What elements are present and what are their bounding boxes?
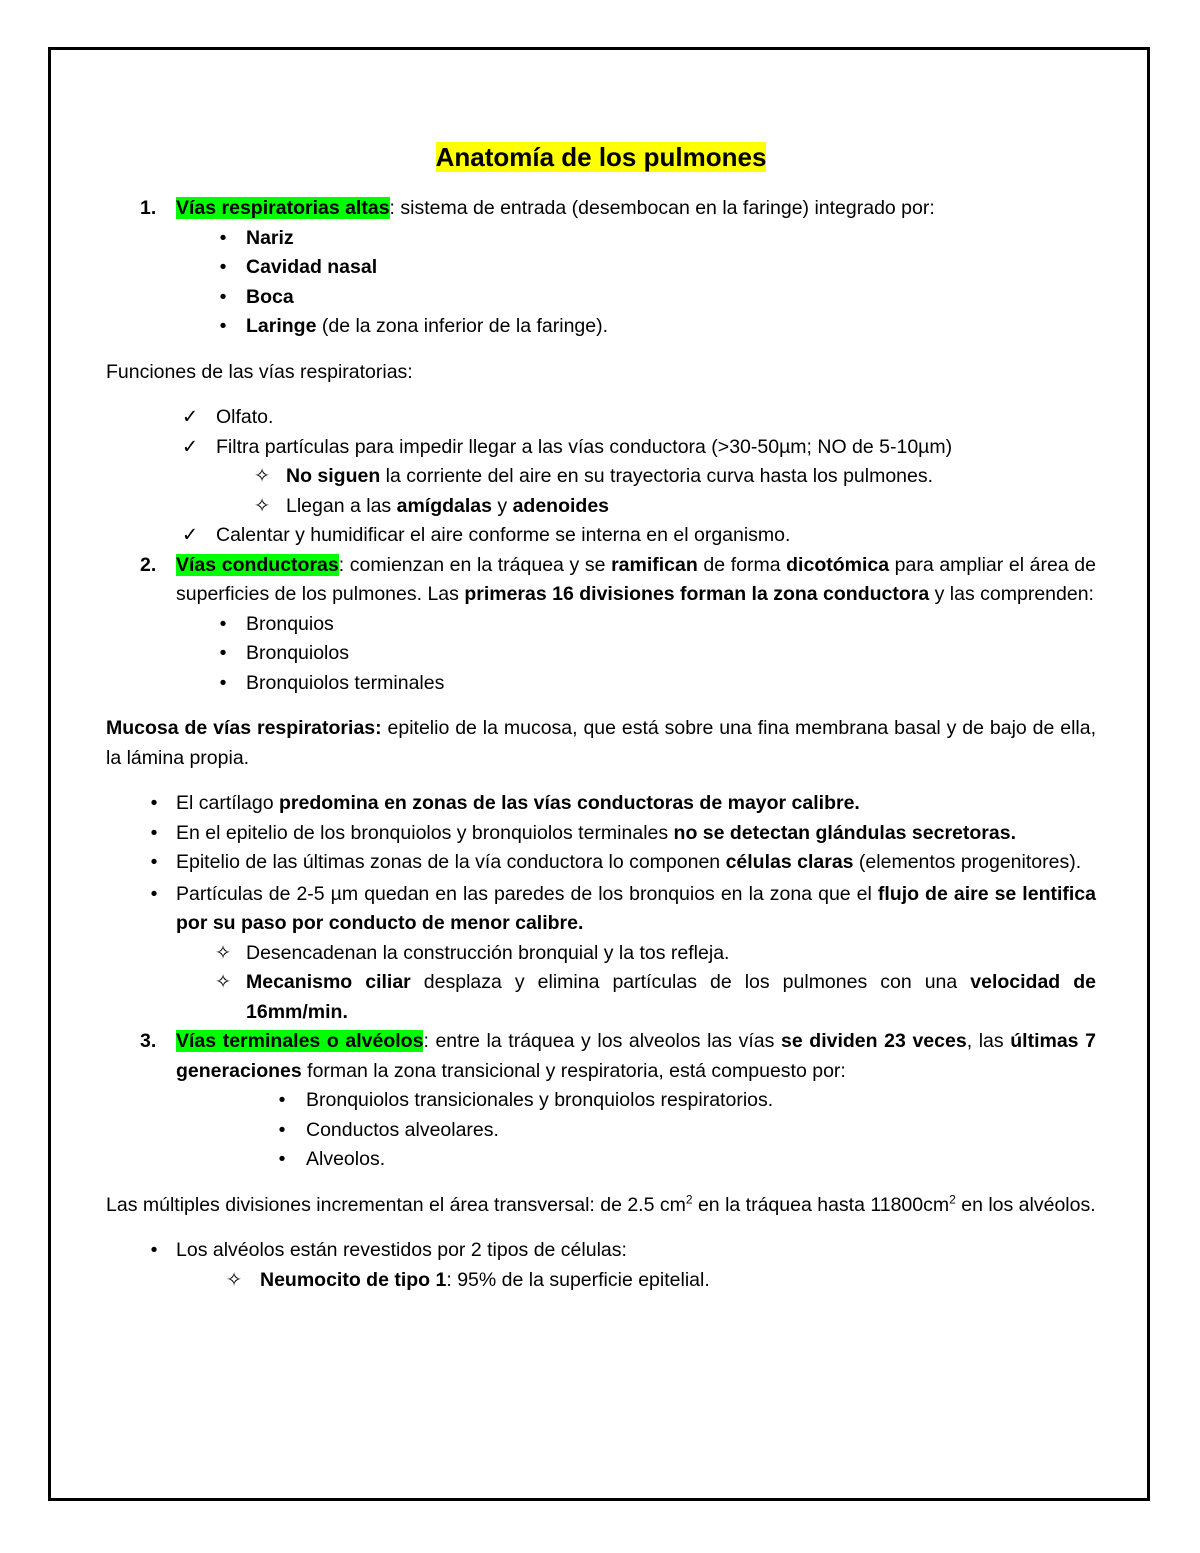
diamond-item-bold: adenoides <box>512 494 610 517</box>
mucosa-text: epitelio de la mucosa, que está sobre una fina membrana basal y de bajo de ella, la lámina propia. <box>106 717 1096 769</box>
check-item-text: Calentar y humidificar el aire conforme se interna en el organismo. <box>216 524 791 546</box>
section-3-text: forman la zona transicional y respiratoria, está compuesto por: <box>301 1059 846 1082</box>
bullet-icon: • <box>150 851 158 873</box>
section-2-text: y las comprenden: <box>929 583 1094 605</box>
section-3-bold: últimas 7 generaciones <box>176 1030 1096 1082</box>
list-item <box>106 1236 1096 1266</box>
page-title <box>106 140 1096 174</box>
title-text: Anatomía de los pulmones <box>435 142 767 172</box>
list-item-text: Bronquiolos <box>246 642 349 664</box>
bullet-icon: • <box>278 1148 286 1170</box>
list-item <box>106 224 1096 254</box>
document-body <box>106 140 1096 1295</box>
section-2-heading: Vías conductoras <box>176 553 339 576</box>
funciones-heading: Funciones de las vías respiratorias: <box>106 360 413 383</box>
section-1 <box>106 194 1096 224</box>
bullet-icon: • <box>278 1089 286 1111</box>
list-item-bold: Laringe <box>246 315 317 337</box>
list-item-bold: flujo de aire se lentifica por su paso por conducto de menor calibre. <box>176 882 1096 934</box>
list-item <box>106 283 1096 313</box>
superscript: 2 <box>949 1192 956 1206</box>
bullet-icon: • <box>150 821 158 844</box>
list-item-bold: no se detectan glándulas secretoras. <box>673 821 1017 844</box>
section-1-heading: Vías respiratorias altas <box>176 197 390 219</box>
list-item-text: Alveolos. <box>306 1148 386 1170</box>
list-item-text: Bronquiolos terminales <box>246 671 445 694</box>
diamond-item-text: y <box>491 494 513 517</box>
diamond-item <box>106 1266 1096 1296</box>
section-2-bold: ramifican <box>611 553 698 576</box>
bullet-icon: • <box>150 792 158 814</box>
diamond-icon: ✧ <box>225 1268 243 1291</box>
diamond-item-text: Desencadenan la construcción bronquial y la tos refleja. <box>246 941 730 964</box>
bullet-icon: • <box>219 612 227 635</box>
diamond-item-bold: Neumocito de tipo 1 <box>260 1268 447 1291</box>
check-item <box>106 403 1096 433</box>
diamond-item <box>106 492 1096 522</box>
list-item-text: (elementos progenitores). <box>853 851 1082 873</box>
diamond-item <box>106 939 1096 969</box>
section-3-heading: Vías terminales o alvéolos <box>176 1030 424 1052</box>
list-item-text: (de la zona inferior de la faringe). <box>316 315 609 337</box>
superscript: 2 <box>685 1192 693 1206</box>
list-item <box>106 848 1096 878</box>
list-item <box>106 789 1096 819</box>
diamond-item-text: : 95% de la superficie epitelial. <box>446 1268 710 1291</box>
list-item-bold: predomina en zonas de las vías conductoras de mayor calibre. <box>278 792 860 814</box>
section-2-bold: dicotómica <box>786 553 890 576</box>
area-text: en la tráquea hasta 11800cm <box>692 1193 950 1216</box>
list-item <box>106 669 1096 699</box>
bullet-icon: • <box>219 256 227 278</box>
list-item <box>106 819 1096 849</box>
list-item-text: El cartílago <box>176 792 279 814</box>
list-item-text: Bronquiolos transicionales y bronquiolos respiratorios. <box>306 1089 774 1111</box>
diamond-item-bold: amígdalas <box>396 494 492 517</box>
diamond-icon: ✧ <box>214 971 232 993</box>
bullet-icon: • <box>219 226 227 249</box>
list-item-bold: células claras <box>725 851 854 873</box>
bullet-icon: • <box>219 285 227 308</box>
diamond-item-bold: No siguen <box>286 465 381 487</box>
diamond-icon: ✧ <box>253 465 271 487</box>
section-2-text: para ampliar el área de superficies de los pulmones. Las <box>176 553 1096 605</box>
list-item <box>106 253 1096 283</box>
bullet-icon: • <box>278 1118 286 1141</box>
section-1-number: 1. <box>140 197 157 219</box>
check-item-text: Filtra partículas para impedir llegar a las vías conductora (>30-50µm; NO de 5-10µm) <box>216 435 953 458</box>
list-item <box>106 610 1096 640</box>
diamond-item <box>106 968 1096 1027</box>
diamond-item-text: desplaza y elimina partículas de los pulmones con una <box>410 971 971 993</box>
mucosa-paragraph <box>106 714 1096 773</box>
mucosa-bold: Mucosa de vías respiratorias: <box>106 717 382 739</box>
checkmark-icon: ✓ <box>181 406 199 428</box>
area-text: en los alvéolos. <box>955 1193 1096 1216</box>
list-item-text: Epitelio de las últimas zonas de la vía conductora lo componen <box>176 851 726 873</box>
list-item <box>106 639 1096 669</box>
list-item-bold: Nariz <box>246 226 294 249</box>
diamond-icon: ✧ <box>214 941 232 964</box>
bullet-icon: • <box>219 642 227 664</box>
section-3 <box>106 1027 1096 1086</box>
section-3-text: , las <box>966 1030 1011 1052</box>
list-item-text: Bronquios <box>246 612 334 635</box>
check-item <box>106 433 1096 463</box>
bullet-icon: • <box>219 671 227 694</box>
check-item-text: Olfato. <box>216 406 274 428</box>
check-item <box>106 521 1096 551</box>
diamond-item-text: Llegan a las <box>286 494 397 517</box>
diamond-icon: ✧ <box>253 494 271 517</box>
area-paragraph <box>106 1191 1096 1221</box>
bullet-icon: • <box>150 1239 158 1261</box>
list-item <box>106 312 1096 342</box>
area-text: Las múltiples divisiones incrementan el área transversal: de 2.5 cm <box>106 1193 686 1216</box>
diamond-item <box>106 462 1096 492</box>
list-item <box>106 1116 1096 1146</box>
list-item <box>106 1086 1096 1116</box>
list-item-text: Conductos alveolares. <box>306 1118 499 1141</box>
checkmark-icon: ✓ <box>181 524 199 546</box>
section-2-bold: primeras 16 divisiones forman la zona conductora <box>464 583 930 605</box>
checkmark-icon: ✓ <box>181 435 199 458</box>
section-1-text: : sistema de entrada (desembocan en la faringe) integrado por: <box>389 197 935 219</box>
section-3-text: : entre la tráquea y los alveolos las vías <box>423 1030 781 1052</box>
list-item <box>106 880 1096 939</box>
list-item-text: En el epitelio de los bronquiolos y bronquiolos terminales <box>176 821 674 844</box>
bullet-icon: • <box>219 315 227 337</box>
bullet-icon: • <box>150 882 158 905</box>
list-item <box>106 1145 1096 1175</box>
list-item-text: Partículas de 2-5 µm quedan en las paredes de los bronquios en la zona que el <box>176 882 878 905</box>
list-item-bold: Cavidad nasal <box>246 256 378 278</box>
section-2-number: 2. <box>140 553 157 576</box>
diamond-item-bold: velocidad de 16mm/min. <box>246 971 1096 1023</box>
section-2 <box>106 551 1096 610</box>
section-2-text: de forma <box>697 553 787 576</box>
section-2-text: : comienzan en la tráquea y se <box>338 553 612 576</box>
list-item-bold: Boca <box>246 285 294 308</box>
section-3-number: 3. <box>140 1030 157 1052</box>
diamond-item-bold: Mecanismo ciliar <box>246 971 411 993</box>
list-item-text: Los alvéolos están revestidos por 2 tipos de células: <box>176 1239 627 1261</box>
section-3-bold: se dividen 23 veces <box>781 1030 967 1052</box>
diamond-item-text: la corriente del aire en su trayectoria curva hasta los pulmones. <box>380 465 934 487</box>
